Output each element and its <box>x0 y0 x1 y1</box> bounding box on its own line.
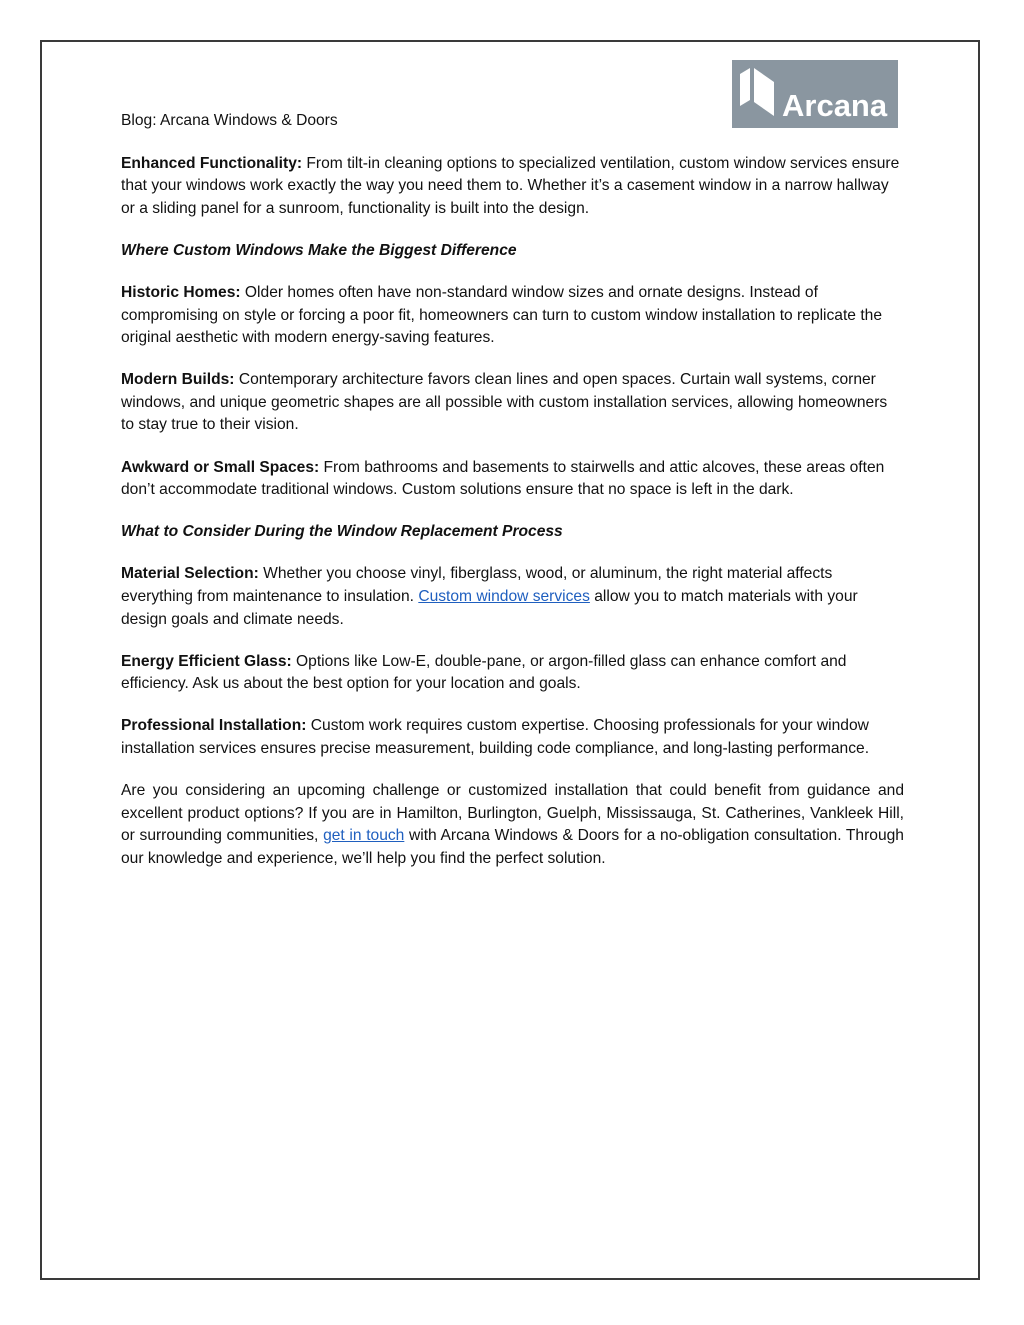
paragraph-professional-installation <box>121 715 904 760</box>
paragraph-modern-builds <box>121 369 904 437</box>
label-modern-builds: Modern Builds: <box>121 371 235 389</box>
text-enhanced-functionality: From tilt-in cleaning options to specialized ventilation, custom window services ensure that your windows work exactly the way you need them to. Whether it’s a casement window in a narrow hallway or a sliding panel for a sunroom, functionality is built into the design. <box>121 154 900 217</box>
document-body <box>121 110 904 890</box>
custom-window-services-link[interactable]: Custom window services <box>418 587 590 605</box>
label-enhanced-functionality: Enhanced Functionality: <box>121 154 303 172</box>
label-material-selection: Material Selection: <box>121 565 259 583</box>
text-material-selection-after: allow you to match materials with your design goals and climate needs. <box>121 587 858 628</box>
label-historic-homes: Historic Homes: <box>121 283 241 301</box>
paragraph-closing <box>121 780 904 870</box>
section-heading-biggest-difference: Where Custom Windows Make the Biggest Difference <box>121 241 517 259</box>
text-material-selection-before: Whether you choose vinyl, fiberglass, wood, or aluminum, the right material affects everything from maintenance to insulation. <box>121 565 833 605</box>
paragraph-material-selection <box>121 563 904 631</box>
text-modern-builds: Contemporary architecture favors clean lines and open spaces. Curtain wall systems, corner windows, and unique geometric shapes are all possible with custom installation services, allowing homeowners to stay true to their vision. <box>121 371 888 434</box>
text-energy-glass: Options like Low-E, double-pane, or argon-filled glass can enhance comfort and efficiency. Ask us about the best option for your location and goals. <box>121 652 847 693</box>
label-energy-glass: Energy Efficient Glass: <box>121 652 292 670</box>
text-professional-installation: Custom work requires custom expertise. Choosing professionals for your window installation services ensures precise measurement, building code compliance, and long-lasting performance. <box>121 717 870 757</box>
paragraph-awkward-spaces <box>121 457 904 502</box>
paragraph-energy-glass <box>121 651 904 696</box>
paragraph-historic-homes <box>121 282 904 350</box>
logo-wordmark: Arcana <box>782 88 888 123</box>
label-professional-installation: Professional Installation: <box>121 717 307 735</box>
blog-title: Blog: Arcana Windows & Doors <box>121 112 338 129</box>
text-awkward-spaces: From bathrooms and basements to stairwells and attic alcoves, these areas often don’t accommodate traditional windows. Custom solutions ensure that no space is left in the dark. <box>121 458 885 499</box>
text-closing-after: with Arcana Windows & Doors for a no-obligation consultation. Through our knowledge and experience, we’ll help you find the perfect solution. <box>121 827 904 867</box>
text-closing-before: Are you considering an upcoming challenge or customized installation that could benefit from guidance and excellent product options? If you are in Hamilton, Burlington, Guelph, Mississauga, St. Catherines, Vankleek Hill, or surrounding communities, <box>121 781 904 845</box>
label-awkward-spaces: Awkward or Small Spaces: <box>121 458 320 476</box>
paragraph-enhanced-functionality <box>121 153 904 221</box>
get-in-touch-link[interactable]: get in touch <box>323 827 405 845</box>
section-heading-replacement-process: What to Consider During the Window Replacement Process <box>121 523 563 541</box>
text-historic-homes: Older homes often have non-standard window sizes and ornate designs. Instead of compromising on style or forcing a poor fit, homeowners can turn to custom window installation to replicate the original aesthetic with modern energy-saving features. <box>121 283 882 347</box>
